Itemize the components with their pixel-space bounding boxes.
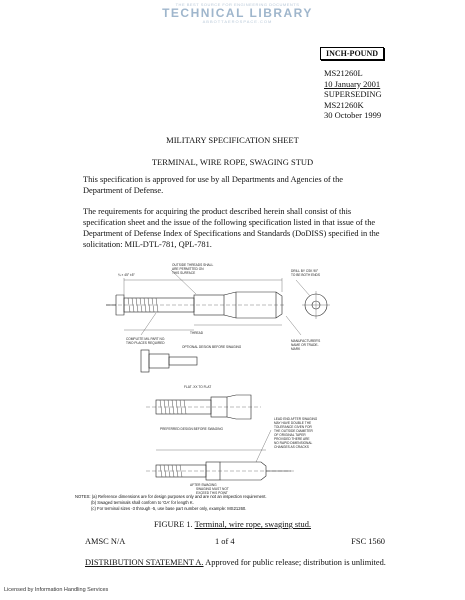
svg-text:THE OUTSIDE DIAMETER: THE OUTSIDE DIAMETER [274, 429, 313, 433]
preferred-design-label: PREFERRED DESIGN BEFORE SWAGING [160, 427, 223, 431]
svg-text:¼ × 45° ±5°: ¼ × 45° ±5° [118, 273, 135, 277]
prev-doc-id: MS21260K [324, 99, 364, 110]
note-b: (b) Swaged terminals shall conform to 'GA' for length K. [91, 500, 194, 505]
after-swaging-label: AFTER SWAGING [190, 483, 217, 487]
technical-drawing [86, 250, 386, 500]
prev-doc-date: 30 October 1999 [324, 110, 382, 120]
page-number: 1 of 4 [215, 537, 235, 546]
svg-text:TOLERANCE GIVEN FOR: TOLERANCE GIVEN FOR [274, 425, 312, 429]
doc-id: MS21260L [324, 68, 363, 78]
svg-text:DRILL BY CSK 90°: DRILL BY CSK 90° [291, 269, 319, 273]
svg-text:TWO PLACES REQUIRED: TWO PLACES REQUIRED [126, 341, 165, 345]
distribution-label: DISTRIBUTION STATEMENT A. [85, 558, 204, 567]
svg-text:MANUFACTURER'S: MANUFACTURER'S [291, 339, 321, 343]
sheet-title: MILITARY SPECIFICATION SHEET [166, 135, 299, 145]
svg-text:MARK: MARK [291, 347, 301, 351]
figure-caption-title: Terminal, wire rope, swaging stud. [194, 520, 311, 529]
approval-paragraph: This specification is approved for use by all Departments and Agencies of the Department of Defense. [83, 175, 344, 195]
watermark-url: ABBOTTAEROSPACE.COM [202, 19, 273, 24]
document-number-block [324, 68, 382, 121]
svg-text:SWAGING MUST NOT: SWAGING MUST NOT [196, 487, 229, 491]
svg-text:EXCEED THIS POINT: EXCEED THIS POINT [196, 491, 228, 495]
figure-caption [0, 520, 465, 529]
watermark-tagline: THE BEST SOURCE FOR ENGINEERING DOCUMENTS [175, 2, 300, 7]
doc-date: 10 January 2001 [324, 78, 381, 89]
svg-text:ARE PERMITTED ON: ARE PERMITTED ON [172, 267, 204, 271]
inch-pound-box: INCH-POUND [320, 47, 384, 60]
distribution-statement [85, 558, 395, 567]
watermark-title: TECHNICAL LIBRARY [162, 6, 313, 20]
svg-text:MAY HAVE DOUBLE THE: MAY HAVE DOUBLE THE [274, 421, 312, 425]
item-title: TERMINAL, WIRE ROPE, SWAGING STUD [151, 157, 314, 167]
svg-text:NAME OR TRADE-: NAME OR TRADE- [291, 343, 319, 347]
amsc-label: AMSC N/A [85, 537, 126, 546]
distribution-text: Approved for public release; distribution is unlimited. [205, 558, 386, 567]
svg-text:OUTSIDE THREADS SHALL: OUTSIDE THREADS SHALL [172, 263, 214, 267]
svg-text:CHANGES AS CRACKS: CHANGES AS CRACKS [274, 445, 309, 449]
svg-text:THREAD: THREAD [190, 331, 204, 335]
svg-text:LEAD END AFTER SWAGING: LEAD END AFTER SWAGING [274, 417, 318, 421]
svg-text:NO RAPID DIMENSIONAL: NO RAPID DIMENSIONAL [274, 441, 313, 445]
note-c: (c) For terminal sizes -3 through -5, use base part number only, example: MS21260. [91, 506, 247, 511]
license-text: Licensed by Information Handling Services [4, 587, 109, 593]
figure-caption-prefix: FIGURE 1. [154, 520, 193, 529]
fsc-label: FSC 1560 [351, 537, 385, 546]
superseding-label: SUPERSEDING [324, 89, 382, 99]
svg-text:FLAT .XX TO FLAT: FLAT .XX TO FLAT [184, 385, 212, 389]
svg-text:TO BE BOTH ENDS: TO BE BOTH ENDS [291, 273, 320, 277]
svg-text:COMPLETE MIL PART NO.: COMPLETE MIL PART NO. [126, 337, 166, 341]
requirements-paragraph: The requirements for acquiring the product described herein shall consist of this specification sheet and the issue of the following specification listed in that issue of the Department of Defense Index of Specifications and Standards (DoDISS) specified in the solicitation: MIL-DTL-781, QPL-781. [83, 207, 380, 249]
drawing-notes [75, 494, 395, 512]
watermark [150, 2, 325, 24]
svg-text:OF ORIGINAL TAPER: OF ORIGINAL TAPER [274, 433, 306, 437]
svg-text:PROVIDED THERE ARE: PROVIDED THERE ARE [274, 437, 310, 441]
optional-design-label: OPTIONAL DESIGN BEFORE SWAGING [182, 345, 242, 349]
svg-text:THIS SURFACE: THIS SURFACE [172, 271, 196, 275]
note-a: NOTES: (a) Reference dimensions are for design purposes only and are not an inspection requirement. [75, 494, 267, 499]
